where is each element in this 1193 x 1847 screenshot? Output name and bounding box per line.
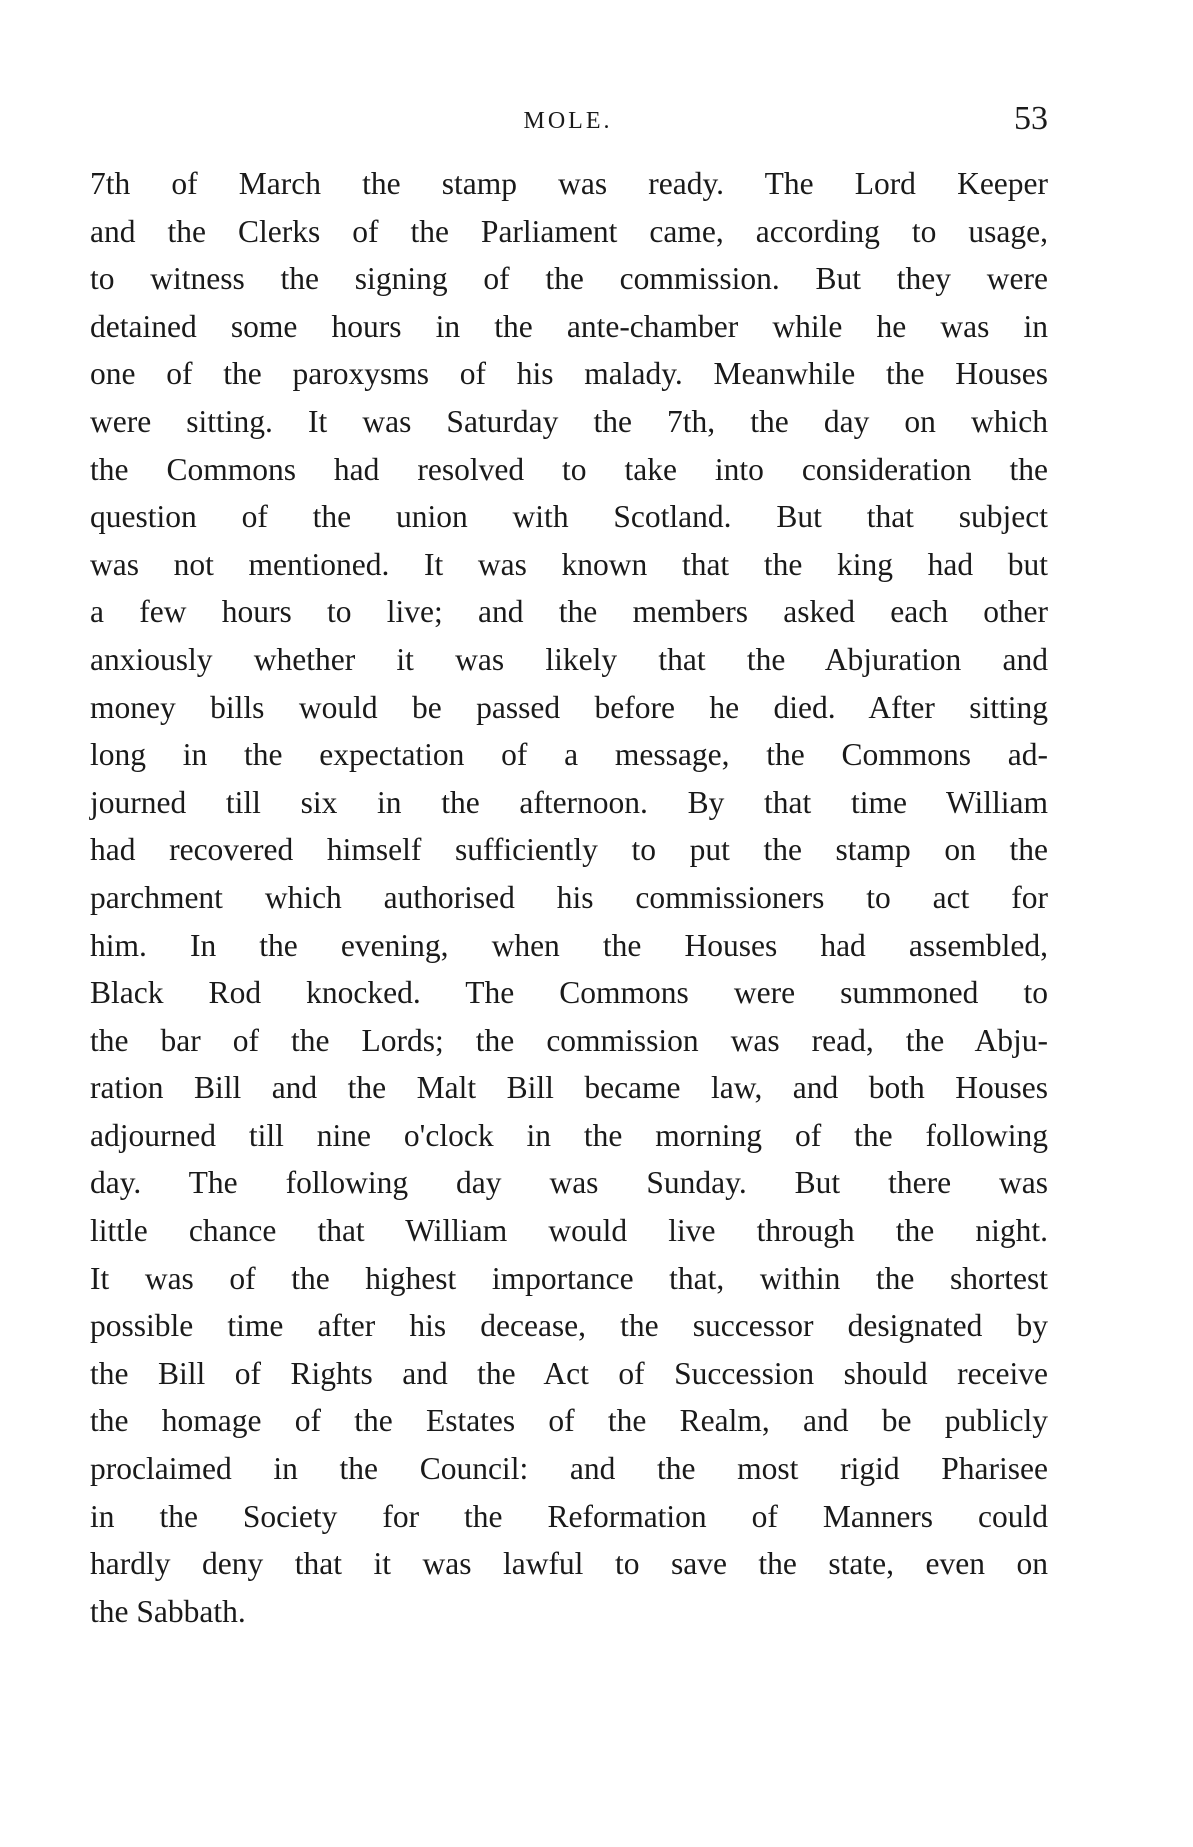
running-title: MOLE. xyxy=(523,108,613,134)
text-line: the bar of the Lords; the commission was read, the Abju- xyxy=(90,1022,1048,1058)
text-line: possible time after his decease, the successor designated by xyxy=(90,1308,1048,1344)
text-line: were sitting. It was Saturday the 7th, the day on which xyxy=(90,403,1048,439)
text-line: him. In the evening, when the Houses had assembled, xyxy=(90,927,1048,963)
running-head xyxy=(88,100,1048,140)
text-line: long in the expectation of a message, the Commons ad- xyxy=(90,737,1048,773)
text-line: little chance that William would live through the night. xyxy=(90,1213,1048,1249)
text-line: to witness the signing of the commission. But they were xyxy=(90,261,1048,297)
text-line: It was of the highest importance that, within the shortest xyxy=(90,1260,1048,1296)
text-line: ration Bill and the Malt Bill became law, and both Houses xyxy=(90,1070,1048,1106)
text-line: in the Society for the Reformation of Manners could xyxy=(90,1498,1048,1534)
text-line: money bills would be passed before he died. After sitting xyxy=(90,689,1048,725)
text-line: and the Clerks of the Parliament came, according to usage, xyxy=(90,213,1048,249)
text-line: proclaimed in the Council: and the most rigid Pharisee xyxy=(90,1451,1048,1487)
text-line: parchment which authorised his commissioners to act for xyxy=(90,879,1048,915)
text-line: was not mentioned. It was known that the king had but xyxy=(90,546,1048,582)
text-line: anxiously whether it was likely that the Abjuration and xyxy=(90,641,1048,677)
text-line-last: the Sabbath. xyxy=(90,1593,246,1629)
text-line: adjourned till nine o'clock in the morning of the following xyxy=(90,1117,1048,1153)
text-line: had recovered himself sufficiently to put the stamp on the xyxy=(90,832,1048,868)
text-line: journed till six in the afternoon. By that time William xyxy=(90,784,1048,820)
text-line: hardly deny that it was lawful to save the state, even on xyxy=(90,1546,1048,1582)
text-line: the Commons had resolved to take into consideration the xyxy=(90,451,1048,487)
text-line: detained some hours in the ante-chamber while he was in xyxy=(90,308,1048,344)
text-line: question of the union with Scotland. But that subject xyxy=(90,499,1048,535)
text-line: Black Rod knocked. The Commons were summoned to xyxy=(90,975,1048,1011)
text-line: one of the paroxysms of his malady. Meanwhile the Houses xyxy=(90,356,1048,392)
text-line: 7th of March the stamp was ready. The Lord Keeper xyxy=(90,166,1048,201)
body-text xyxy=(90,160,1048,1635)
text-line: the Bill of Rights and the Act of Succession should receive xyxy=(90,1355,1048,1391)
text-line: day. The following day was Sunday. But there was xyxy=(90,1165,1048,1201)
text-line: a few hours to live; and the members asked each other xyxy=(90,594,1048,630)
page-number: 53 xyxy=(1014,100,1048,137)
text-line: the homage of the Estates of the Realm, and be publicly xyxy=(90,1403,1048,1439)
